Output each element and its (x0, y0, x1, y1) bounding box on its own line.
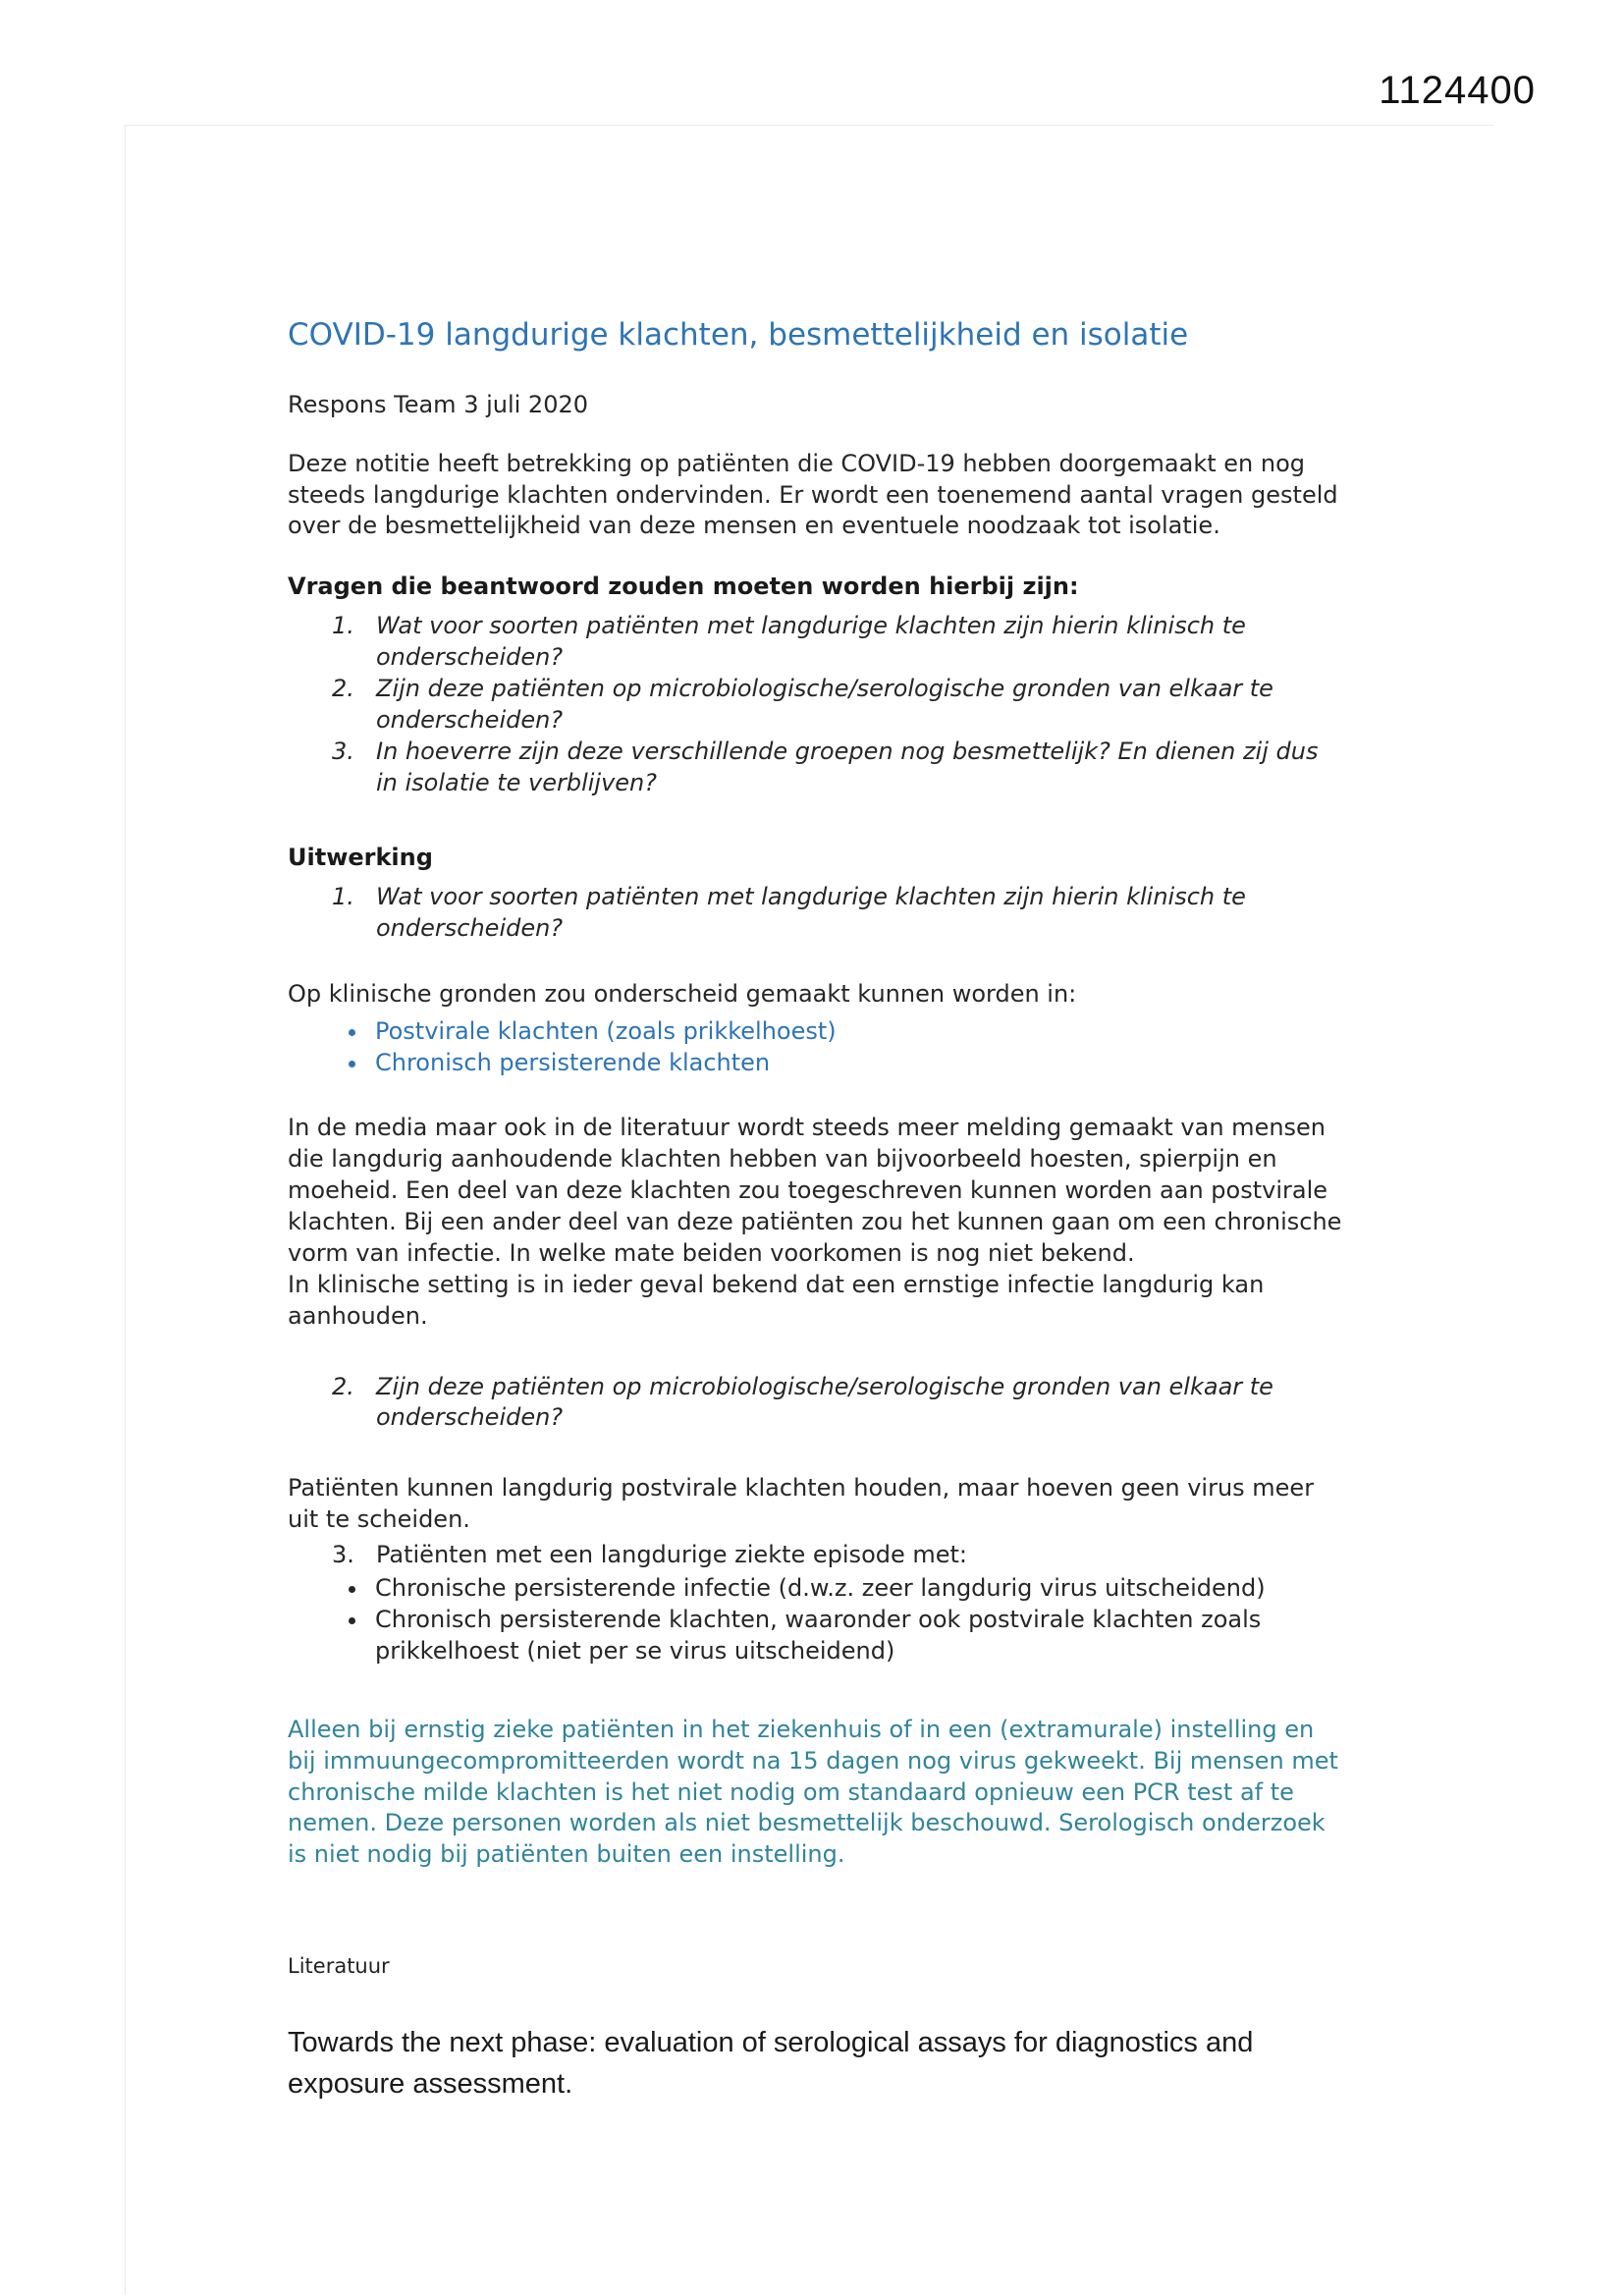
literature-reference: Towards the next phase: evaluation of serological assays for diagnostics and exposure assessment. (288, 2027, 1254, 2101)
media-paragraph-1: In de media maar ook in de literatuur wordt steeds meer melding gemaakt van mensen die langdurig aanhoudende klachten hebben van bijvoorbeeld hoesten, spierpijn en moeheid. Een deel van deze klachten zou toegeschreven kunnen worden aan postvirale klachten. Bij een ander deel van deze patiënten zou het kunnen gaan om een chronische vorm van infectie. In welke mate beiden voorkomen is nog niet bekend. (288, 1114, 1342, 1267)
clinical-intro: Op klinische gronden zou onderscheid gemaakt kunnen worden in: (288, 980, 1077, 1009)
answer2-intro: Patiënten kunnen langdurig postvirale klachten houden, maar hoeven geen virus meer uit te scheiden. (288, 1474, 1315, 1534)
question-item-1 (288, 611, 1346, 674)
item-text: Patiënten met een langdurige ziekte episode met: (376, 1541, 968, 1569)
questions-list (288, 611, 1346, 798)
literature-heading: Literatuur (288, 1954, 390, 1979)
uitwerking-heading: Uitwerking (288, 843, 433, 871)
uitwerking-question-1 (288, 882, 1346, 945)
item-3 (288, 1540, 1346, 1571)
question-text: Zijn deze patiënten op microbiologische/serologische gronden van elkaar te onderscheiden? (376, 1372, 1273, 1432)
question-number: 3. (332, 737, 354, 765)
item3-bullet: • Chronisch persisterende klachten, waaronder ook postvirale klachten zoals prikkelhoest (niet per se virus uitscheidend) (369, 1605, 1346, 1667)
question-number: 2. (332, 675, 354, 703)
question-number: 1. (332, 882, 354, 910)
conclusion-paragraph: Alleen bij ernstig zieke patiënten in het ziekenhuis of in een (extramurale) instelling en bij immuungecompromitteerden wordt na 15 dagen nog virus gekweekt. Bij mensen met chronische milde klachten is het niet nodig om standaard opnieuw een PCR test af te nemen. Deze personen worden als niet besmettelijk beschouwd. Serologisch onderzoek is niet nodig bij patiënten buiten een instelling. (288, 1715, 1338, 1869)
question-item-2 (288, 674, 1346, 737)
media-paragraph-2: In klinische setting is in ieder geval bekend dat een ernstige infectie langdurig kan aanhouden. (288, 1270, 1265, 1330)
document-title: COVID-19 langdurige klachten, besmettelijkheid en isolatie (288, 317, 1189, 353)
question-number: 1. (332, 612, 354, 640)
question-text: Wat voor soorten patiënten met langdurige klachten zijn hierin klinisch te onderscheiden? (376, 612, 1246, 672)
item3-bullet-list (288, 1573, 1346, 1667)
media-paragraph-block (288, 1113, 1346, 1332)
question-2-item (288, 1372, 1346, 1435)
uitwerking-question-list (288, 882, 1346, 945)
intro-paragraph: Deze notitie heeft betrekking op patiënten die COVID-19 hebben doorgemaakt en nog steeds langdurige klachten ondervinden. Er wordt een toenemend aantal vragen gesteld over de besmettelijkheid van deze mensen en eventuele noodzaak tot isolatie. (288, 449, 1338, 540)
document-content (288, 316, 1346, 2105)
question-text: Zijn deze patiënten op microbiologische/serologische gronden van elkaar te onderscheiden? (376, 675, 1273, 734)
item-number: 3. (332, 1541, 354, 1569)
question-item-3 (288, 737, 1346, 799)
questions-heading: Vragen die beantwoord zouden moeten worden hierbij zijn: (288, 573, 1079, 601)
question-text: In hoeverre zijn deze verschillende groepen nog besmettelijk? En dienen zij dus in isolatie te verblijven? (376, 737, 1319, 796)
question-number: 2. (332, 1372, 354, 1400)
document-subtitle: Respons Team 3 juli 2020 (288, 390, 589, 418)
page-number: 1124400 (1379, 69, 1536, 112)
clinical-bullet: • Postvirale klachten (zoals prikkelhoest) (369, 1016, 1346, 1048)
question-text: Wat voor soorten patiënten met langdurige klachten zijn hierin klinisch te onderscheiden? (376, 882, 1246, 942)
clinical-bullet-list (288, 1016, 1346, 1079)
clinical-bullet: • Chronisch persisterende klachten (369, 1048, 1346, 1079)
item3-bullet: • Chronische persisterende infectie (d.w.z. zeer langdurig virus uitscheidend) (369, 1573, 1346, 1605)
